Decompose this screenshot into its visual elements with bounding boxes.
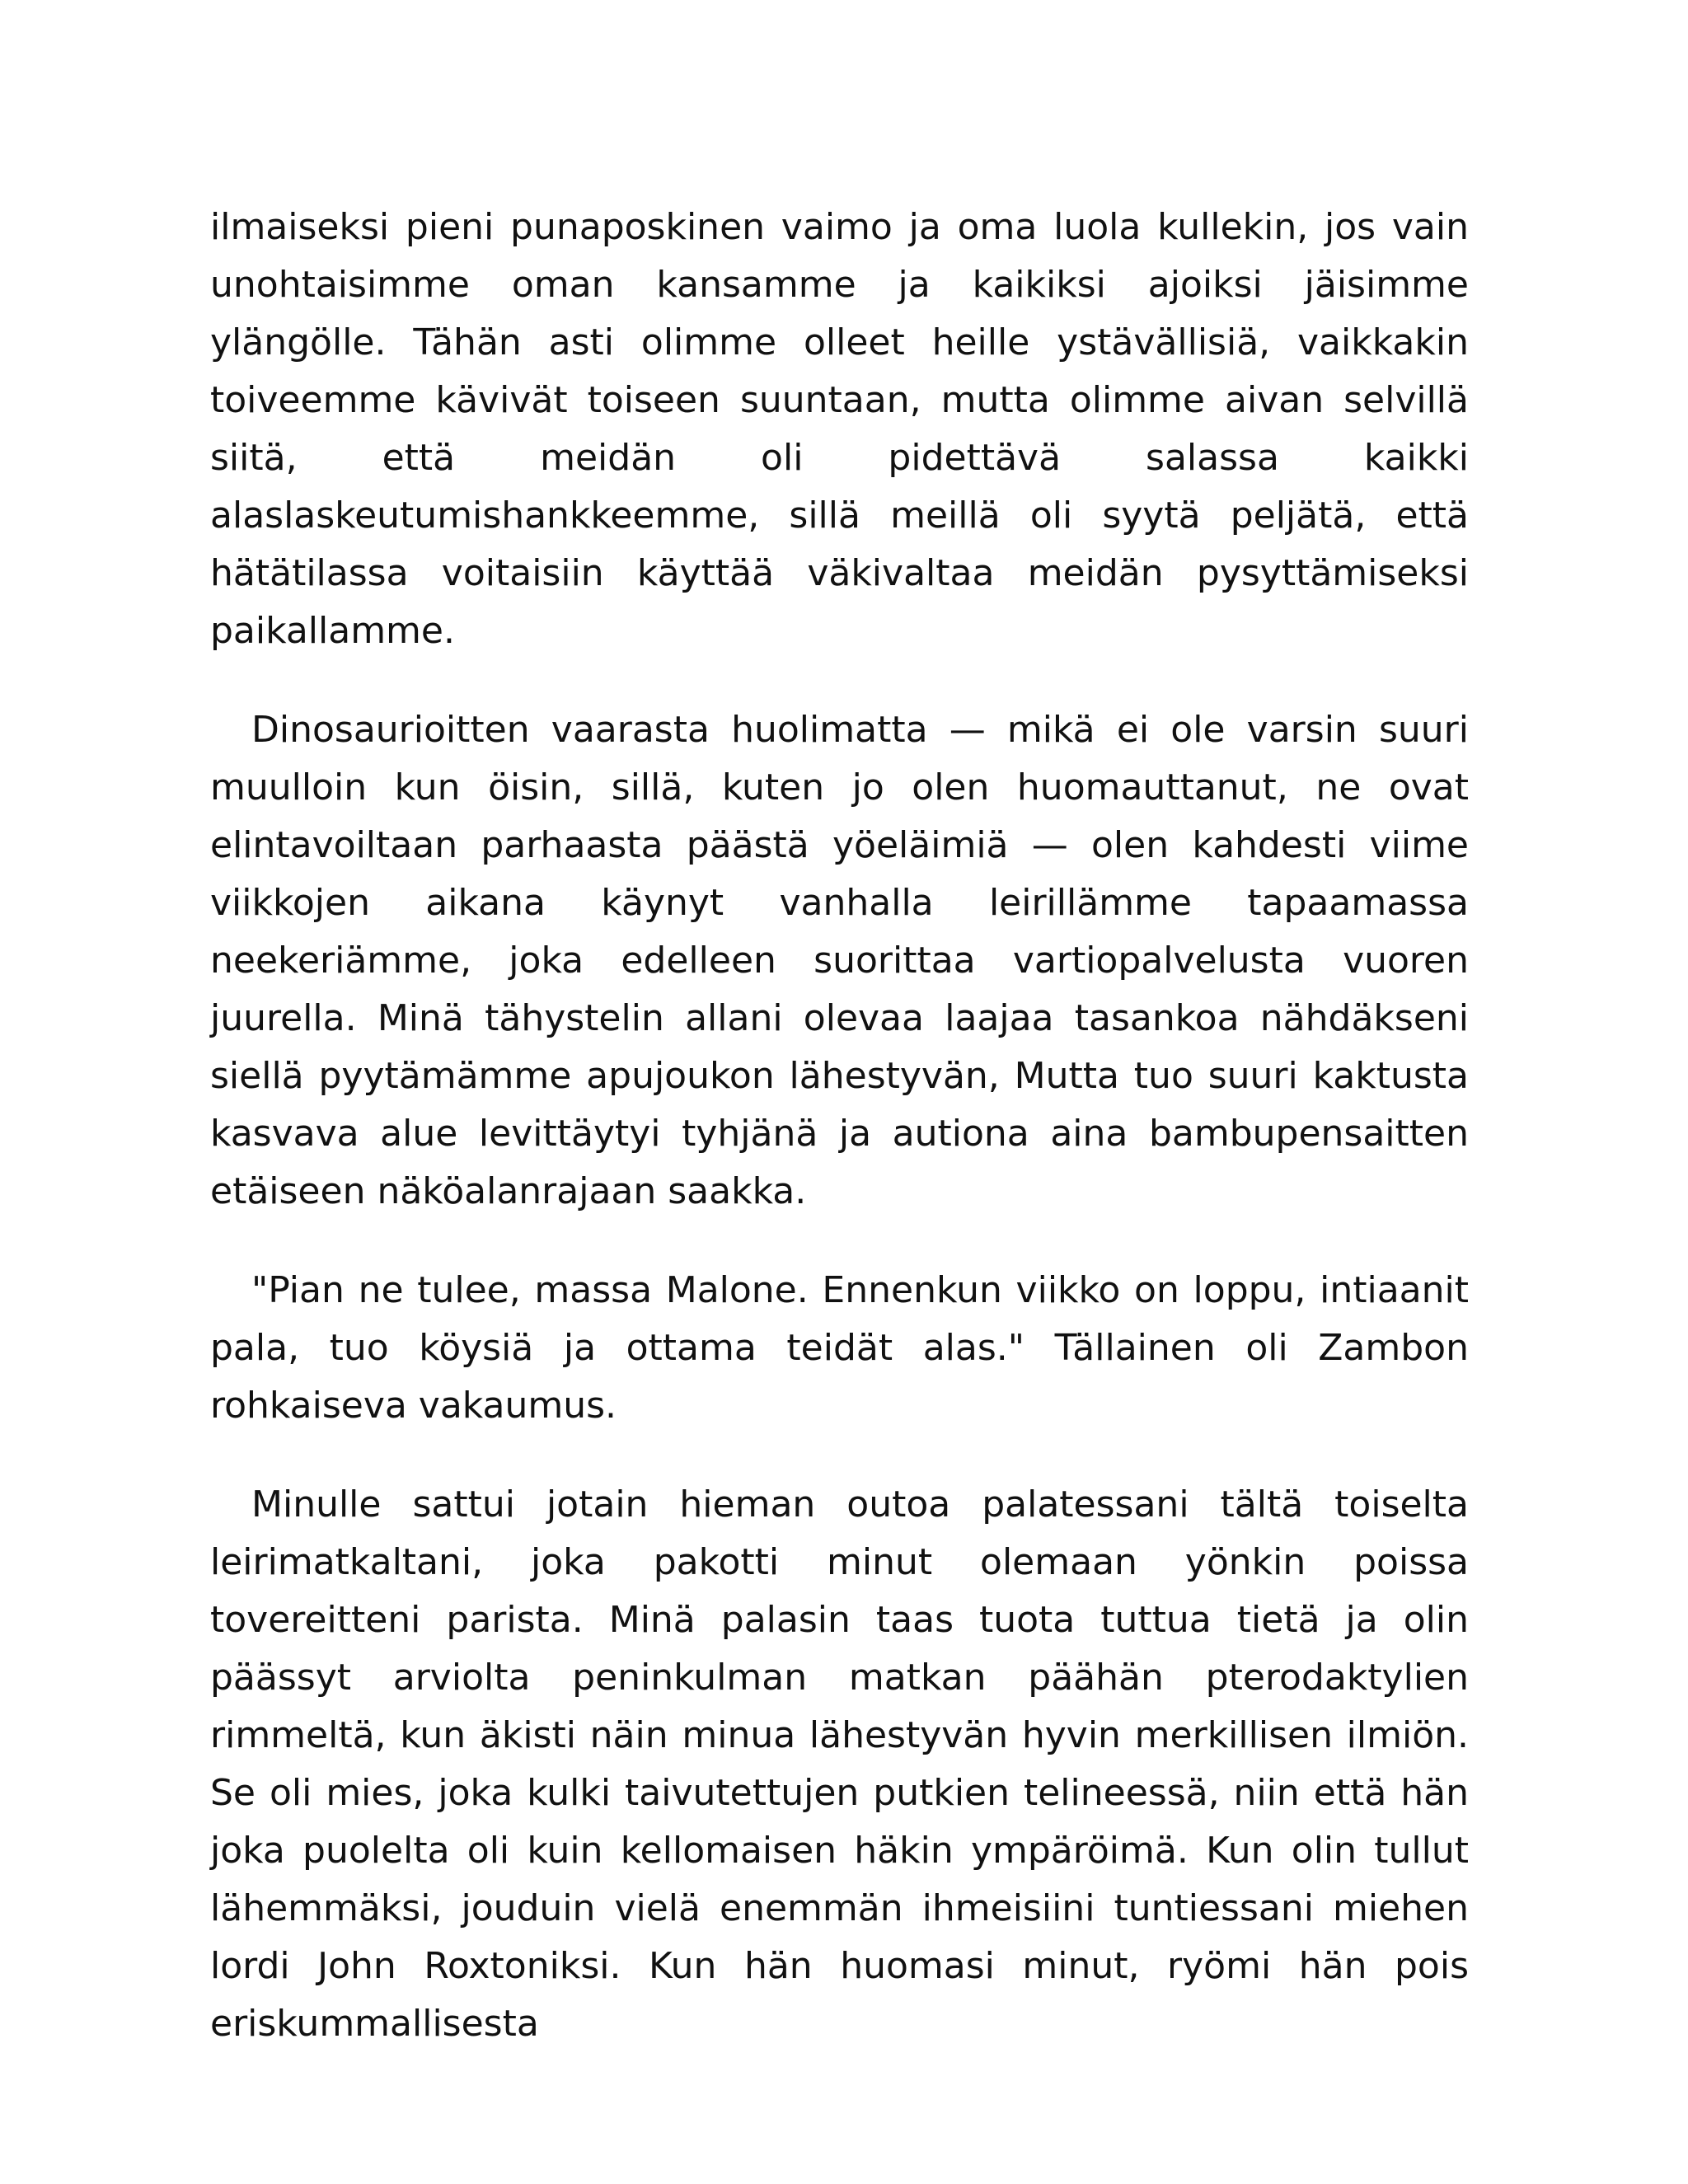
paragraph-continued: ilmaiseksi pieni punaposkinen vaimo ja oma luola kullekin, jos vain unohtaisimme oman kansamme ja kaikiksi ajoiksi jäisimme ylängölle. Tähän asti olimme olleet heille ystävällisiä, vaikkakin toiveemme kävivät toiseen suuntaan, mutta olimme aivan selvillä siitä, että meidän oli pidettävä salassa kaikki alaslaskeutumishankkeemme, sillä meillä oli syytä peljätä, että hätätilassa voitaisiin käyttää väkivaltaa meidän pysyttämiseksi paikallamme. [210,206,1469,652]
paragraph-zambo-quote: "Pian ne tulee, massa Malone. Ennenkun viikko on loppu, intiaanit pala, tuo köysiä ja ottama teidät alas." Tällainen oli Zambon rohkaiseva vakaumus. [210,1269,1469,1427]
paragraph-lord-john: Minulle sattui jotain hieman outoa palatessani tältä toiselta leirimatkaltani, joka pakotti minut olemaan yönkin poissa tovereitteni parista. Minä palasin taas tuota tuttua tietä ja olin päässyt arviolta peninkulman matkan päähän pterodaktylien rimmeltä, kun äkisti näin minua lähestyvän hyvin merkillisen ilmiön. Se oli mies, joka kulki taivutettujen putkien telineessä, niin että hän joka puolelta oli kuin kellomaisen häkin ympäröimä. Kun olin tullut lähemmäksi, jouduin vielä enemmän ihmeisiini tuntiessani miehen lordi John Roxtoniksi. Kun hän huomasi minut, ryömi hän pois eriskummallisesta [210,1483,1469,2045]
body-text [210,199,1469,2094]
paragraph-dinosaur-danger: Dinosaurioitten vaarasta huolimatta — mikä ei ole varsin suuri muulloin kun öisin, sillä, kuten jo olen huomauttanut, ne ovat elintavoiltaan parhaasta päästä yöeläimiä — olen kahdesti viime viikkojen aikana käynyt vanhalla leirillämme tapaamassa neekeriämme, joka edelleen suorittaa vartiopalvelusta vuoren juurella. Minä tähystelin allani olevaa laajaa tasankoa nähdäkseni siellä pyytämämme apujoukon lähestyvän, Mutta tuo suuri kaktusta kasvava alue levittäytyi tyhjänä ja autiona aina bambupensaitten etäiseen näköalanrajaan saakka. [210,709,1469,1212]
